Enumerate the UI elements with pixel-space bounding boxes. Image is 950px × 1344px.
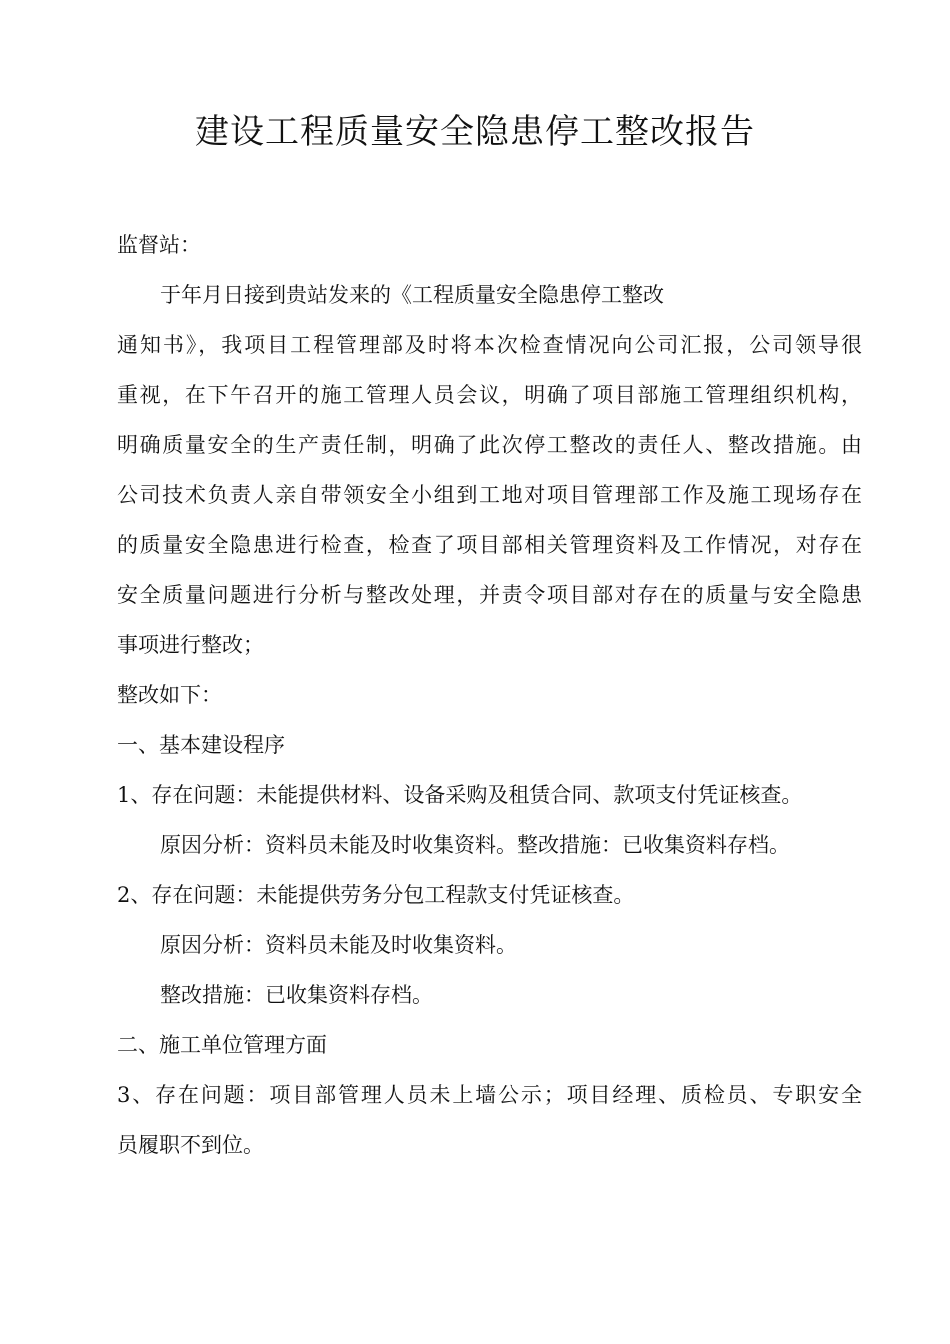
issue-item: 3、存在问题：项目部管理人员未上墙公示；项目经理、质检员、专职安全 [117,1083,862,1107]
paragraph-line: 事项进行整改； [117,633,264,657]
issue-item: 1、存在问题：未能提供材料、设备采购及租赁合同、款项支付凭证核查。 [117,783,803,807]
document-body [117,220,862,1170]
issue-analysis: 原因分析：资料员未能及时收集资料。 [160,933,517,957]
section-heading: 二、施工单位管理方面 [117,1033,327,1057]
addressee: 监督站： [117,233,201,257]
paragraph-line: 于年月日接到贵站发来的《工程质量安全隐患停工整改 [160,283,664,307]
paragraph-line: 公司技术负责人亲自带领安全小组到工地对项目管理部工作及施工现场存在 [117,483,862,507]
paragraph-line: 通知书》，我项目工程管理部及时将本次检查情况向公司汇报，公司领导很 [117,333,862,357]
paragraph-line: 安全质量问题进行分析与整改处理，并责令项目部对存在的质量与安全隐患 [117,583,862,607]
paragraph-line: 的质量安全隐患进行检查，检查了项目部相关管理资料及工作情况，对存在 [117,533,862,557]
issue-item-continuation: 员履职不到位。 [117,1133,264,1157]
document-title: 建设工程质量安全隐患停工整改报告 [195,112,755,152]
issue-item: 2、存在问题：未能提供劳务分包工程款支付凭证核查。 [117,883,635,907]
issue-analysis: 原因分析：资料员未能及时收集资料。整改措施：已收集资料存档。 [160,833,790,857]
issue-measure: 整改措施：已收集资料存档。 [160,983,433,1007]
paragraph-line: 重视，在下午召开的施工管理人员会议，明确了项目部施工管理组织机构， [117,383,862,407]
section-intro: 整改如下： [117,683,222,707]
section-heading: 一、基本建设程序 [117,733,285,757]
paragraph-line: 明确质量安全的生产责任制，明确了此次停工整改的责任人、整改措施。由 [117,433,862,457]
